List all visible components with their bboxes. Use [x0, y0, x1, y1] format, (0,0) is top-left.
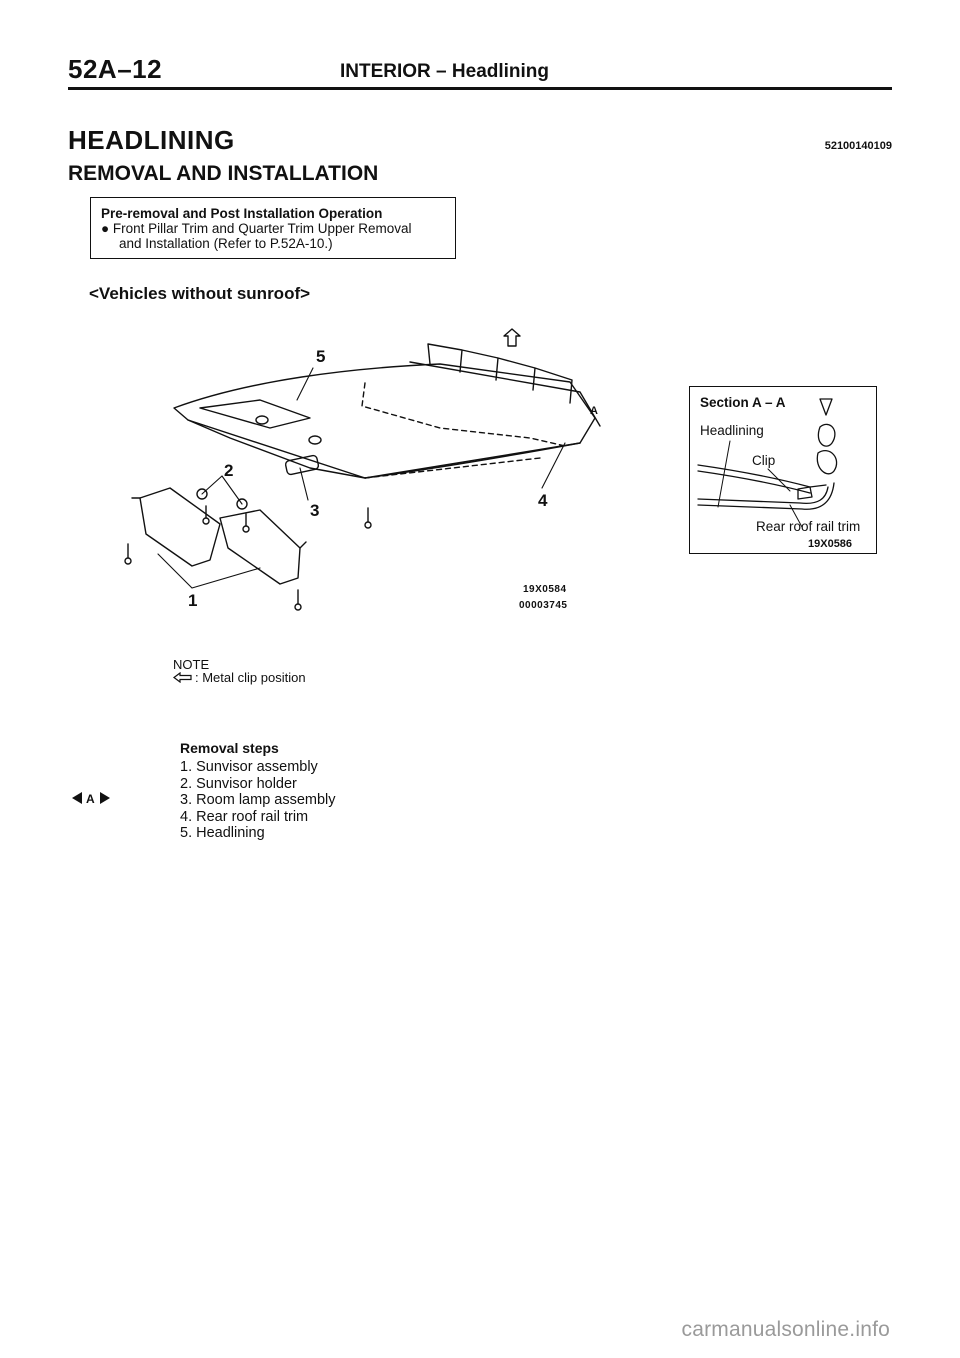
pre-removal-item: ● Front Pillar Trim and Quarter Trim Upper Removal: [101, 221, 412, 236]
service-point-marker: [72, 792, 110, 804]
headlining-lower-edge: [188, 420, 580, 478]
section-subtitle: REMOVAL AND INSTALLATION: [68, 162, 379, 185]
pre-removal-box: [90, 197, 456, 259]
screw: [203, 518, 209, 524]
callout-1: 1: [188, 591, 198, 610]
variant-label: <Vehicles without sunroof>: [89, 284, 311, 303]
metal-clip-arrow-icon: [173, 672, 193, 683]
section-figure-code: 19X0586: [808, 538, 853, 550]
callout-5: 5: [316, 347, 326, 366]
section-view-title: Section A – A: [700, 395, 786, 410]
removal-step: 2. Sunvisor holder: [180, 775, 297, 792]
metal-clip-marker: [504, 329, 520, 346]
screw: [125, 558, 131, 564]
lamp-opening: [256, 416, 268, 424]
removal-steps-title: Removal steps: [180, 740, 279, 756]
screw: [295, 604, 301, 610]
note-text: : Metal clip position: [195, 670, 306, 685]
figure-code-2: 00003745: [519, 600, 568, 611]
removal-step: 4. Rear roof rail trim: [180, 808, 309, 825]
pre-removal-item-cont: and Installation (Refer to P.52A-10.): [119, 236, 333, 251]
section-view-box: [689, 386, 877, 554]
section-view-illustration: [690, 387, 876, 553]
callout-2: 2: [224, 461, 234, 480]
section-marker: A: [590, 405, 598, 417]
rear-roof-rail-trim: [428, 344, 572, 403]
rail-trim-section: [698, 487, 828, 503]
removal-step: 1. Sunvisor assembly: [180, 759, 318, 775]
clip-arrow: [820, 399, 832, 415]
panel-recess: [200, 400, 310, 428]
lamp-opening-2: [309, 436, 321, 444]
label-rear-roof-rail-trim: Rear roof rail trim: [756, 519, 861, 534]
note-title: NOTE: [173, 657, 210, 672]
headlining-crease: [365, 458, 540, 478]
page-number: 52A–12: [68, 54, 163, 84]
screw: [365, 522, 371, 528]
document-id: 52100140109: [824, 140, 892, 152]
label-headlining: Headlining: [700, 423, 764, 438]
note-line: [173, 670, 306, 685]
figure-code: 19X0584: [523, 584, 567, 595]
sunvisor-right: [220, 510, 300, 584]
headlining-illustration: [110, 328, 630, 628]
pre-removal-title: Pre-removal and Post Installation Operation: [101, 206, 383, 221]
screw: [243, 526, 249, 532]
service-point-icon: [72, 792, 110, 804]
running-title: INTERIOR – Headlining: [340, 61, 550, 82]
seal-shape: [818, 424, 835, 446]
screws: [128, 506, 368, 604]
hidden-line: [362, 383, 565, 446]
headlining-layer: [698, 465, 826, 487]
sunvisor-left: [140, 488, 220, 566]
rail-edge: [410, 362, 600, 426]
removal-steps-list: [180, 759, 336, 842]
headlining-panel: [174, 364, 595, 478]
callout-3: 3: [310, 501, 320, 520]
header-rule: [68, 87, 892, 90]
section-title: HEADLINING: [68, 125, 235, 155]
exploded-view-figure: [110, 328, 630, 633]
clip-shape: [817, 451, 836, 474]
service-point-letter: A: [86, 792, 95, 804]
watermark: carmanualsonline.info: [681, 1318, 890, 1341]
removal-step: 5. Headlining: [180, 825, 265, 841]
label-clip: Clip: [752, 453, 776, 468]
removal-step: 3. Room lamp assembly: [180, 792, 336, 808]
callout-4: 4: [538, 491, 548, 510]
